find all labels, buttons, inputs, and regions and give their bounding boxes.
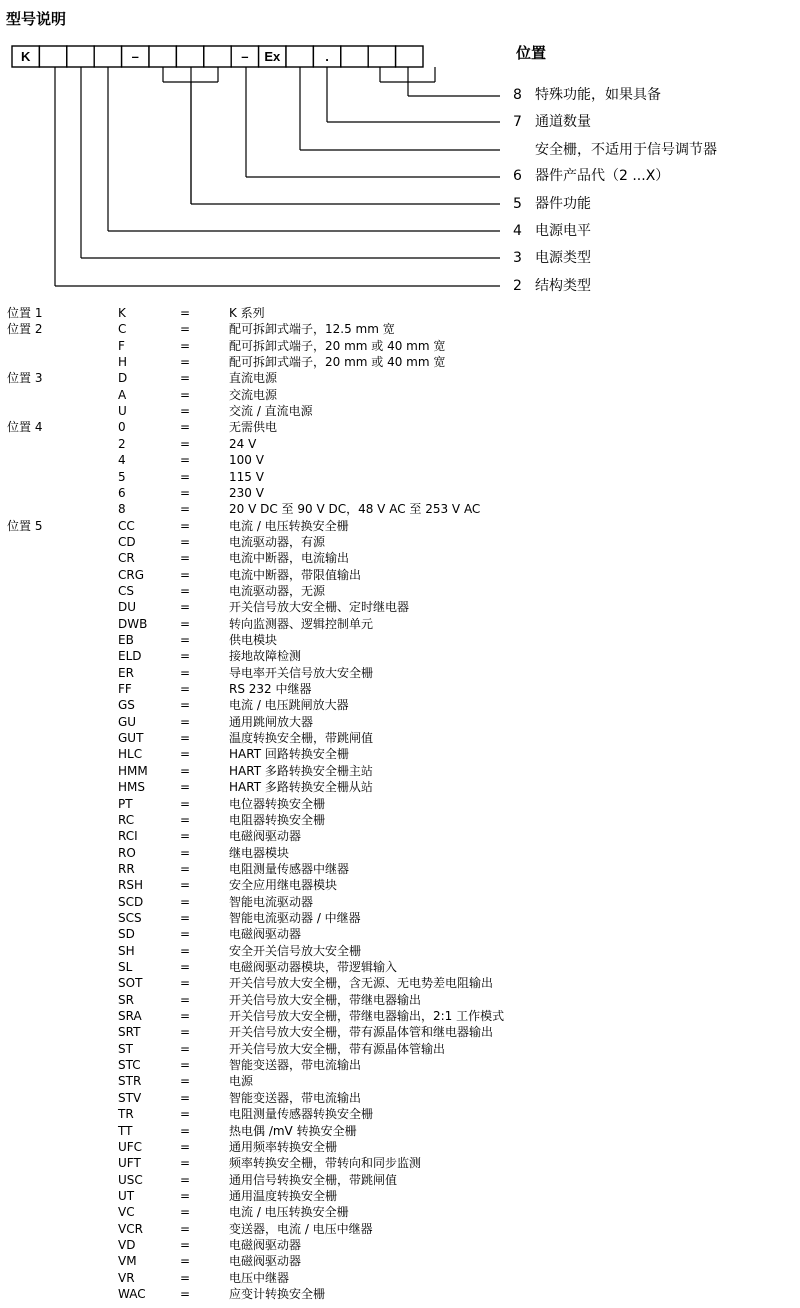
row-code: EB	[118, 633, 134, 647]
row-code: CD	[118, 534, 136, 549]
row-description: 配可拆卸式端子，20 mm 或 40 mm 宽	[229, 355, 446, 370]
row-code: STR	[118, 1074, 142, 1089]
position-description: 结构类型	[535, 278, 591, 294]
row-description: 20 V DC 至 90 V DC，48 V AC 至 253 V AC	[229, 502, 481, 517]
row-equals: =	[180, 338, 191, 353]
table-row	[0, 305, 800, 321]
position-description: 电源电平	[535, 223, 591, 239]
row-description: 安全应用继电器模块	[229, 878, 338, 893]
row-description: 230 V	[229, 485, 264, 500]
row-description: 电磁阀驱动器	[229, 927, 302, 942]
row-equals: =	[180, 763, 191, 778]
code-box-14	[368, 46, 395, 67]
row-code: HLC	[118, 747, 143, 762]
row-equals: =	[180, 600, 191, 615]
row-equals: =	[180, 649, 191, 664]
row-equals: =	[180, 436, 191, 451]
table-row	[0, 338, 800, 354]
table-row	[0, 518, 800, 534]
table-row	[0, 599, 800, 615]
code-box-8	[204, 46, 231, 67]
row-equals: =	[180, 1107, 191, 1122]
row-equals: =	[180, 812, 191, 827]
table-row	[0, 1073, 800, 1089]
row-equals: =	[180, 1025, 191, 1040]
code-box-6	[149, 46, 176, 67]
row-code: 0	[118, 420, 126, 435]
row-description: 开关信号放大安全栅，含无源、无电势差电阻输出	[229, 976, 494, 991]
row-code: VD	[118, 1237, 136, 1252]
row-code: ST	[118, 1041, 133, 1056]
table-row	[0, 321, 800, 337]
row-description: 电流驱动器，无源	[229, 583, 326, 598]
row-description: 电磁阀驱动器	[229, 829, 302, 844]
row-equals: =	[180, 894, 191, 909]
code-box-text-1: K	[21, 49, 31, 64]
row-code: VM	[118, 1254, 137, 1269]
row-code: STV	[118, 1090, 142, 1105]
row-equals: =	[180, 420, 191, 435]
table-row	[0, 959, 800, 975]
table-row	[0, 1253, 800, 1269]
row-description: 智能变送器，带电流输出	[229, 1058, 362, 1073]
row-description: 电压中继器	[229, 1270, 290, 1285]
table-row	[0, 943, 800, 959]
position-number: 4	[513, 223, 522, 239]
row-code: CC	[118, 518, 135, 533]
table-row	[0, 796, 800, 812]
row-description: 电流驱动器，有源	[229, 534, 326, 549]
code-box-7	[176, 46, 203, 67]
row-description: 电阻测量传感器中继器	[229, 861, 350, 876]
row-equals: =	[180, 616, 191, 631]
row-equals: =	[180, 878, 191, 893]
row-equals: =	[180, 780, 191, 795]
table-row	[0, 681, 800, 697]
row-code: U	[118, 404, 127, 419]
row-code: USC	[118, 1172, 143, 1187]
table-row	[0, 616, 800, 632]
row-description: 开关信号放大安全栅，带有源晶体管输出	[229, 1041, 446, 1056]
row-description: 接地故障检测	[229, 649, 302, 664]
row-description: 导电率开关信号放大安全栅	[229, 665, 374, 680]
code-box-text-10: Ex	[264, 49, 281, 64]
table-row	[0, 1172, 800, 1188]
row-equals: =	[180, 551, 191, 566]
row-equals: =	[180, 453, 191, 468]
table-row	[0, 714, 800, 730]
row-description: 电阻器转换安全栅	[229, 812, 326, 827]
row-code: PT	[118, 796, 133, 811]
row-position: 位置 2	[7, 322, 43, 337]
row-code: SCD	[118, 894, 144, 909]
row-equals: =	[180, 1287, 191, 1301]
row-equals: =	[180, 355, 191, 370]
row-description: 配可拆卸式端子，20 mm 或 40 mm 宽	[229, 338, 446, 353]
row-equals: =	[180, 567, 191, 582]
row-code: CRG	[118, 567, 145, 582]
table-row	[0, 877, 800, 893]
row-equals: =	[180, 861, 191, 876]
row-code: 4	[118, 453, 126, 468]
row-description: 电流 / 电压转换安全栅	[229, 518, 349, 533]
table-row	[0, 1008, 800, 1024]
table-row	[0, 632, 800, 648]
row-code: WAC	[118, 1287, 146, 1301]
row-description: 电流 / 电压转换安全栅	[229, 1205, 349, 1220]
table-row	[0, 1041, 800, 1057]
row-code: RO	[118, 845, 136, 860]
row-equals: =	[180, 1270, 191, 1285]
row-code: VR	[118, 1270, 135, 1285]
row-description: RS 232 中继器	[229, 682, 312, 697]
position-number: 6	[513, 168, 522, 184]
table-row	[0, 387, 800, 403]
table-row	[0, 910, 800, 926]
row-code: UFC	[118, 1139, 143, 1154]
row-description: 通用频率转换安全栅	[229, 1139, 338, 1154]
table-row	[0, 501, 800, 517]
table-row	[0, 1024, 800, 1040]
table-row	[0, 1057, 800, 1073]
table-row	[0, 1123, 800, 1139]
position-label	[513, 139, 717, 159]
row-equals: =	[180, 1074, 191, 1089]
row-description: 115 V	[229, 469, 264, 484]
row-code: ELD	[118, 649, 142, 664]
position-label	[513, 84, 661, 104]
row-code: RR	[118, 861, 135, 876]
row-equals: =	[180, 387, 191, 402]
row-description: 频率转换安全栅，带转向和同步监测	[229, 1156, 422, 1171]
row-equals: =	[180, 502, 191, 517]
table-row	[0, 550, 800, 566]
position-description: 器件功能	[535, 196, 591, 212]
table-row	[0, 534, 800, 550]
row-equals: =	[180, 534, 191, 549]
table-row	[0, 975, 800, 991]
code-box-11	[286, 46, 313, 67]
row-equals: =	[180, 976, 191, 991]
row-equals: =	[180, 927, 191, 942]
row-equals: =	[180, 992, 191, 1007]
table-row	[0, 1221, 800, 1237]
row-code: SL	[118, 960, 133, 974]
row-description: 配可拆卸式端子，12.5 mm 宽	[229, 322, 395, 337]
position-label	[513, 111, 591, 131]
row-description: 交流 / 直流电源	[229, 404, 313, 419]
row-code: K	[118, 306, 126, 320]
row-equals: =	[180, 747, 191, 762]
row-description: 24 V	[229, 436, 257, 451]
row-code: RC	[118, 812, 135, 827]
table-row	[0, 812, 800, 828]
table-row	[0, 779, 800, 795]
table-row	[0, 583, 800, 599]
row-equals: =	[180, 1123, 191, 1138]
table-row	[0, 845, 800, 861]
row-equals: =	[180, 731, 191, 746]
position-number: 8	[513, 87, 522, 103]
row-code: 2	[118, 436, 126, 451]
row-description: 无需供电	[229, 420, 278, 435]
row-code: F	[118, 338, 125, 353]
row-code: VCR	[118, 1221, 143, 1236]
row-description: 开关信号放大安全栅，带继电器输出	[229, 992, 422, 1007]
code-box-3	[67, 46, 94, 67]
table-row	[0, 419, 800, 435]
row-description: 通用跳闸放大器	[229, 714, 314, 729]
row-description: 智能变送器，带电流输出	[229, 1090, 362, 1105]
row-description: HART 多路转换安全栅主站	[229, 763, 373, 778]
row-description: K 系列	[229, 306, 265, 320]
row-description: 供电模块	[229, 633, 278, 647]
position-label	[513, 165, 669, 185]
row-position: 位置 3	[7, 371, 43, 386]
row-code: HMS	[118, 780, 145, 795]
code-box-2	[39, 46, 66, 67]
row-description: 电源	[229, 1074, 254, 1089]
row-equals: =	[180, 404, 191, 419]
table-row	[0, 452, 800, 468]
table-row	[0, 1286, 800, 1302]
row-code: GU	[118, 714, 137, 729]
row-code: DU	[118, 600, 137, 615]
position-number: 5	[513, 196, 522, 212]
row-equals: =	[180, 1188, 191, 1203]
row-code: RSH	[118, 878, 143, 893]
row-code: SR	[118, 992, 134, 1007]
row-equals: =	[180, 1254, 191, 1269]
row-equals: =	[180, 322, 191, 337]
position-label	[513, 220, 591, 240]
row-code: SOT	[118, 976, 143, 991]
table-row	[0, 648, 800, 664]
position-description: 特殊功能，如果具备	[535, 87, 661, 103]
row-description: 通用信号转换安全栅，带跳闸值	[229, 1172, 398, 1187]
row-code: GS	[118, 698, 135, 713]
row-description: 开关信号放大安全栅，带继电器输出，2:1 工作模式	[229, 1009, 505, 1024]
row-equals: =	[180, 714, 191, 729]
row-equals: =	[180, 1156, 191, 1171]
row-equals: =	[180, 796, 191, 811]
row-code: SRA	[118, 1009, 142, 1024]
row-description: 温度转换安全栅，带跳闸值	[229, 731, 374, 746]
row-equals: =	[180, 518, 191, 533]
row-code: CS	[118, 583, 134, 598]
row-equals: =	[180, 1172, 191, 1187]
table-row	[0, 485, 800, 501]
table-row	[0, 926, 800, 942]
row-description: 热电偶 /mV 转换安全栅	[229, 1123, 357, 1138]
position-label	[513, 275, 591, 295]
row-code: 5	[118, 469, 126, 484]
row-equals: =	[180, 1221, 191, 1236]
row-code: H	[118, 355, 128, 370]
row-equals: =	[180, 960, 191, 974]
row-description: 继电器模块	[229, 845, 290, 860]
row-code: UFT	[118, 1156, 141, 1171]
row-equals: =	[180, 306, 191, 320]
table-row	[0, 1139, 800, 1155]
row-equals: =	[180, 1139, 191, 1154]
table-row	[0, 1270, 800, 1286]
row-description: 电流中断器，带限值输出	[229, 567, 362, 582]
code-box-15	[396, 46, 423, 67]
table-row	[0, 746, 800, 762]
row-code: SH	[118, 943, 135, 958]
table-row	[0, 861, 800, 877]
table-row	[0, 1204, 800, 1220]
row-description: 通用温度转换安全栅	[229, 1188, 338, 1203]
row-description: 交流电源	[229, 387, 278, 402]
position-description: 安全栅，不适用于信号调节器	[535, 142, 717, 158]
row-equals: =	[180, 1058, 191, 1073]
table-row	[0, 665, 800, 681]
row-description: 电磁阀驱动器	[229, 1254, 302, 1269]
code-box-text-12: .	[325, 49, 329, 64]
row-equals: =	[180, 1041, 191, 1056]
table-row	[0, 354, 800, 370]
row-description: 100 V	[229, 453, 264, 468]
row-equals: =	[180, 1237, 191, 1252]
table-row	[0, 828, 800, 844]
row-equals: =	[180, 583, 191, 598]
table-row	[0, 763, 800, 779]
row-equals: =	[180, 469, 191, 484]
table-row	[0, 436, 800, 452]
table-row	[0, 1237, 800, 1253]
row-equals: =	[180, 1090, 191, 1105]
code-box-text-9: –	[241, 49, 249, 64]
row-equals: =	[180, 845, 191, 860]
row-code: 8	[118, 502, 126, 517]
row-code: UT	[118, 1188, 135, 1203]
table-row	[0, 1090, 800, 1106]
row-code: TT	[118, 1123, 133, 1138]
table-row	[0, 469, 800, 485]
row-description: 电磁阀驱动器	[229, 1237, 302, 1252]
row-description: 直流电源	[229, 371, 278, 386]
row-description: 电阻测量传感器转换安全栅	[229, 1107, 374, 1122]
row-description: 智能电流驱动器	[229, 894, 314, 909]
row-equals: =	[180, 682, 191, 697]
row-equals: =	[180, 1009, 191, 1024]
page-title: 型号说明	[6, 10, 67, 28]
table-row	[0, 403, 800, 419]
table-row	[0, 1188, 800, 1204]
row-description: 变送器，电流 / 电压中继器	[229, 1221, 373, 1236]
position-description: 通道数量	[535, 114, 591, 130]
table-row	[0, 894, 800, 910]
row-position: 位置 5	[7, 518, 43, 533]
table-row	[0, 992, 800, 1008]
row-code: RCI	[118, 829, 138, 844]
row-description: 智能电流驱动器 / 中继器	[229, 910, 361, 925]
table-row	[0, 730, 800, 746]
table-row	[0, 1106, 800, 1122]
row-code: TR	[118, 1107, 134, 1122]
row-position: 位置 1	[7, 306, 43, 320]
row-code: HMM	[118, 763, 148, 778]
row-equals: =	[180, 371, 191, 386]
row-code: CR	[118, 551, 135, 566]
position-label	[513, 247, 591, 267]
table-row	[0, 697, 800, 713]
row-code: D	[118, 371, 128, 386]
row-code: C	[118, 322, 127, 337]
row-description: 安全开关信号放大安全栅	[229, 943, 362, 958]
row-description: HART 回路转换安全栅	[229, 747, 349, 762]
row-equals: =	[180, 943, 191, 958]
row-code: DWB	[118, 616, 148, 631]
table-row	[0, 567, 800, 583]
row-description: 电位器转换安全栅	[229, 796, 326, 811]
row-equals: =	[180, 485, 191, 500]
row-code: GUT	[118, 731, 144, 746]
row-code: SCS	[118, 910, 142, 925]
code-box-13	[341, 46, 368, 67]
row-description: 开关信号放大安全栅，带有源晶体管和继电器输出	[229, 1025, 494, 1040]
row-position: 位置 4	[7, 420, 43, 435]
row-equals: =	[180, 1205, 191, 1220]
row-description: 应变计转换安全栅	[229, 1287, 326, 1301]
row-description: 电流 / 电压跳闸放大器	[229, 698, 349, 713]
row-code: 6	[118, 485, 126, 500]
row-equals: =	[180, 910, 191, 925]
row-description: 电磁阀驱动器模块，带逻辑输入	[229, 960, 398, 974]
position-heading: 位置	[516, 44, 547, 62]
row-equals: =	[180, 698, 191, 713]
row-description: 开关信号放大安全栅、定时继电器	[229, 600, 410, 615]
row-code: A	[118, 387, 127, 402]
row-description: 转向监测器、逻辑控制单元	[229, 616, 374, 631]
row-code: STC	[118, 1058, 141, 1073]
position-description: 器件产品代（2 ...X）	[535, 168, 670, 184]
row-equals: =	[180, 633, 191, 647]
row-code: VC	[118, 1205, 135, 1220]
code-box-4	[94, 46, 121, 67]
position-number: 2	[513, 278, 522, 294]
row-description: HART 多路转换安全栅从站	[229, 780, 373, 795]
position-number: 7	[513, 114, 522, 130]
row-code: SD	[118, 927, 135, 942]
row-code: ER	[118, 665, 134, 680]
position-description: 电源类型	[535, 250, 591, 266]
table-row	[0, 1155, 800, 1171]
row-description: 电流中断器，电流输出	[229, 551, 350, 566]
position-number: 3	[513, 250, 522, 266]
row-equals: =	[180, 665, 191, 680]
row-equals: =	[180, 829, 191, 844]
row-code: SRT	[118, 1025, 141, 1040]
table-row	[0, 370, 800, 386]
position-label	[513, 193, 591, 213]
row-code: FF	[118, 682, 132, 697]
code-box-text-5: –	[131, 49, 139, 64]
